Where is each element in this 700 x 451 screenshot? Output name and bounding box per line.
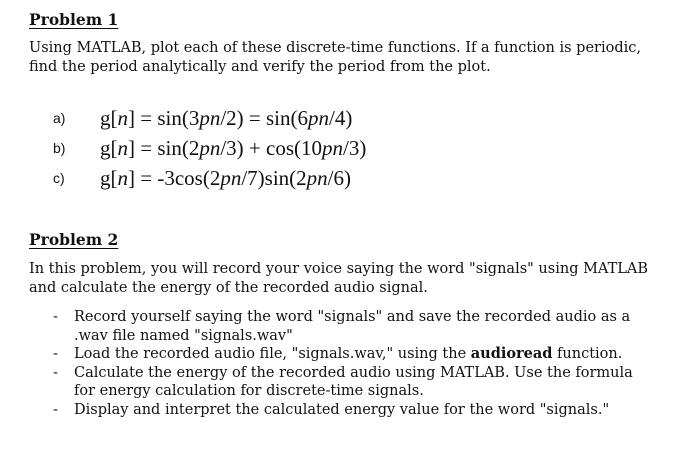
problem2-heading: Problem 2: [29, 230, 119, 249]
equation-label: c): [53, 170, 65, 186]
equation-expression: g[n] = sin(2pn/3) + cos(10pn/3): [100, 136, 367, 160]
equation-expression: g[n] = -3cos(2pn/7)sin(2pn/6): [100, 166, 351, 190]
list-item-text: Display and interpret the calculated energy value for the word "signals.": [74, 401, 610, 418]
list-item-text: Calculate the energy of the recorded audio using MATLAB. Use the formula for energy calculation for discrete-time signals.: [74, 364, 633, 399]
list-item: [53, 308, 653, 345]
task-list: [53, 308, 653, 419]
list-item: [53, 364, 653, 401]
list-item-text: Record yourself saying the word "signals" and save the recorded audio as a .wav file named "signals.wav": [74, 309, 631, 344]
equation-label: b): [53, 140, 66, 156]
bullet-dash: -: [53, 309, 58, 325]
bullet-dash: -: [53, 364, 58, 381]
problem1-text: Using MATLAB, plot each of these discrete-time functions. If a function is periodic, find the period analytically and verify the period from the plot.: [29, 40, 641, 75]
list-item-text: Load the recorded audio file, "signals.wav," using the: [74, 346, 471, 362]
problem1-heading: Problem 1: [29, 10, 119, 29]
equation-expression: g[n] = sin(3pn/2) = sin(6pn/4): [100, 106, 353, 130]
equation-a: [53, 104, 613, 134]
list-item-text: function.: [552, 346, 623, 362]
bullet-dash: -: [53, 346, 58, 362]
list-item: [53, 401, 653, 420]
function-name: audioread: [470, 345, 553, 362]
equation-c: [53, 164, 613, 194]
problem2-text: In this problem, you will record your voice saying the word "signals" using MATLAB and calculate the energy of the recorded audio signal.: [29, 261, 649, 296]
list-item: [53, 345, 653, 364]
bullet-dash: -: [53, 401, 58, 418]
equation-label: a): [53, 110, 66, 126]
equation-b: [53, 134, 613, 164]
